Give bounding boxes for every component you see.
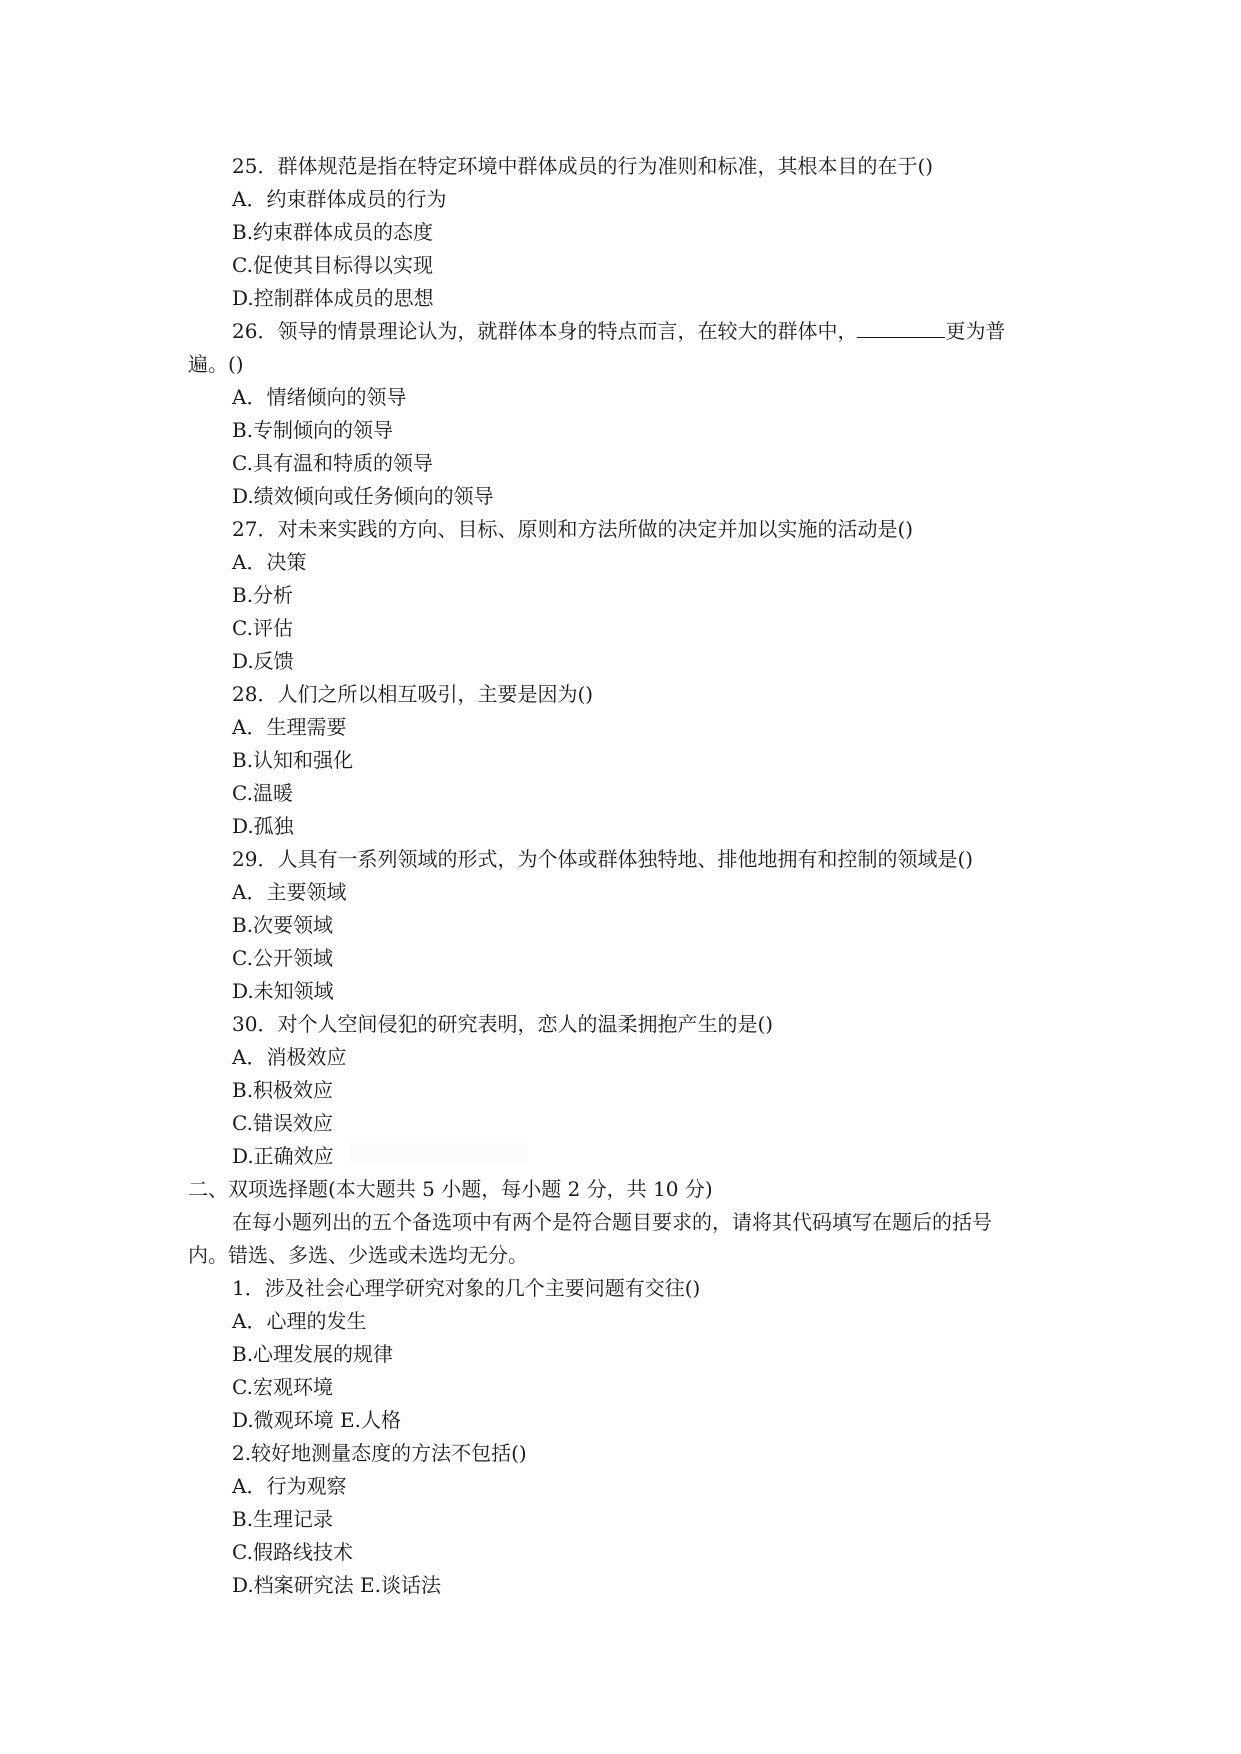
- section-2-question-2-option-a: A．行为观察: [232, 1474, 347, 1498]
- fill-in-blank: [857, 317, 945, 338]
- question-26-stem: [232, 315, 1005, 347]
- question-26-option-b: B.专制倾向的领导: [232, 418, 394, 442]
- section-2-question-1-option-a: A．心理的发生: [232, 1309, 367, 1333]
- question-25-option-a: A．约束群体成员的行为: [232, 187, 447, 211]
- question-26-option-c: C.具有温和特质的领导: [232, 451, 433, 475]
- question-29-option-a: A．主要领域: [232, 880, 347, 904]
- question-29-option-d: D.未知领域: [232, 979, 334, 1003]
- section-2-question-1-stem: 1．涉及社会心理学研究对象的几个主要问题有交往(): [232, 1276, 701, 1300]
- question-28-option-c: C.温暖: [232, 781, 293, 805]
- question-27-option-b: B.分析: [232, 583, 294, 607]
- question-30-stem: 30．对个人空间侵犯的研究表明，恋人的温柔拥抱产生的是(): [232, 1012, 774, 1036]
- question-27-option-a: A．决策: [232, 550, 307, 574]
- section-2-question-1-option-b: B.心理发展的规律: [232, 1342, 394, 1366]
- question-27-option-c: C.评估: [232, 616, 293, 640]
- section-2-question-2-stem: 2.较好地测量态度的方法不包括(): [232, 1441, 527, 1465]
- question-27-option-d: D.反馈: [232, 649, 294, 673]
- question-29-option-b: B.次要领域: [232, 913, 334, 937]
- section-2-question-1-option-c: C.宏观环境: [232, 1375, 333, 1399]
- question-28-option-a: A．生理需要: [232, 715, 347, 739]
- section-2-question-1-option-de: D.微观环境 E.人格: [232, 1408, 401, 1432]
- question-28-option-b: B.认知和强化: [232, 748, 354, 772]
- question-30-option-d: D.正确效应: [232, 1144, 334, 1168]
- question-30-option-a: A．消极效应: [232, 1045, 347, 1069]
- question-29-option-c: C.公开领域: [232, 946, 333, 970]
- question-25-option-b: B.约束群体成员的态度: [232, 220, 434, 244]
- question-25-option-c: C.促使其目标得以实现: [232, 253, 433, 277]
- question-30-option-b: B.积极效应: [232, 1078, 334, 1102]
- section-2-instructions-line2: 内。错选、多选、少选或未选均无分。: [188, 1243, 528, 1267]
- section-2-question-2-option-de: D.档案研究法 E.谈话法: [232, 1573, 441, 1597]
- section-2-question-2-option-c: C.假路线技术: [232, 1540, 353, 1564]
- question-28-stem: 28．人们之所以相互吸引，主要是因为(): [232, 682, 594, 706]
- question-26-stem-continuation: 遍。(): [188, 352, 244, 376]
- faint-highlight: [350, 1138, 528, 1164]
- question-26-stem-part2: 更为普: [945, 319, 1006, 343]
- question-25-stem: 25．群体规范是指在特定环境中群体成员的行为准则和标准，其根本目的在于(): [232, 154, 934, 178]
- question-27-stem: 27．对未来实践的方向、目标、原则和方法所做的决定并加以实施的活动是(): [232, 517, 914, 541]
- section-2-question-2-option-b: B.生理记录: [232, 1507, 334, 1531]
- question-30-option-c: C.错误效应: [232, 1111, 333, 1135]
- question-26-option-d: D.绩效倾向或任务倾向的领导: [232, 484, 494, 508]
- question-26-option-a: A．情绪倾向的领导: [232, 385, 407, 409]
- question-29-stem: 29．人具有一系列领域的形式，为个体或群体独特地、排他地拥有和控制的领域是(): [232, 847, 974, 871]
- section-2-heading: 二、双项选择题(本大题共 5 小题，每小题 2 分，共 10 分): [188, 1177, 713, 1201]
- section-2-instructions-line1: 在每小题列出的五个备选项中有两个是符合题目要求的，请将其代码填写在题后的括号: [232, 1210, 992, 1234]
- question-26-stem-part1: 26．领导的情景理论认为，就群体本身的特点而言，在较大的群体中，: [232, 319, 858, 343]
- question-28-option-d: D.孤独: [232, 814, 294, 838]
- question-25-option-d: D.控制群体成员的思想: [232, 286, 434, 310]
